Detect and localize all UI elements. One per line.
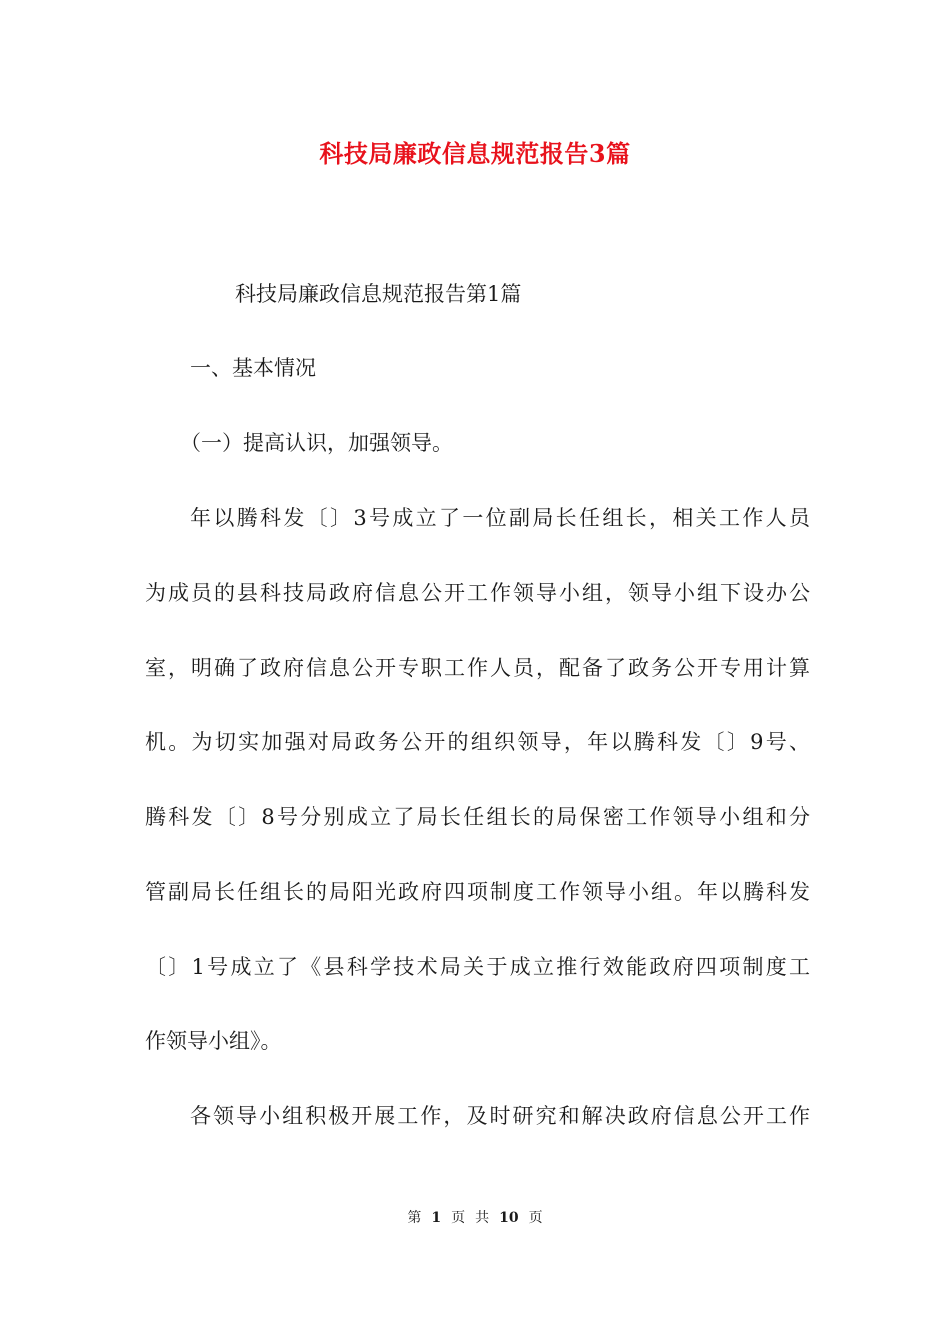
paragraph-line: 腾科发〔〕8号分别成立了局长任组长的局保密工作领导小组和分	[145, 805, 810, 829]
paragraph-line: 年以腾科发〔〕3号成立了一位副局长任组长，相关工作人员	[190, 506, 810, 530]
footer-prefix: 第	[407, 1210, 422, 1226]
section-heading: 科技局廉政信息规范报告第1篇	[235, 282, 522, 306]
paragraph-line: 管副局长任组长的局阳光政府四项制度工作领导小组。年以腾科发	[145, 880, 810, 904]
sub-subsection-heading: （一）提高认识，加强领导。	[180, 431, 453, 455]
subsection-heading: 一、基本情况	[190, 356, 316, 380]
paragraph-line: 机。为切实加强对局政务公开的组织领导，年以腾科发〔〕9号、	[145, 730, 810, 754]
paragraph-line: 室，明确了政府信息公开专职工作人员，配备了政务公开专用计算	[145, 656, 810, 680]
footer-total-prefix: 共	[475, 1210, 490, 1226]
paragraph-line: 为成员的县科技局政府信息公开工作领导小组，领导小组下设办公	[145, 581, 810, 605]
paragraph-line: 作领导小组》。	[145, 1029, 282, 1053]
page-footer	[0, 1208, 950, 1228]
footer-page-unit: 页	[451, 1210, 466, 1226]
footer-page-number: 1	[431, 1210, 442, 1226]
footer-total-pages: 10	[499, 1210, 519, 1226]
footer-total-unit: 页	[528, 1210, 543, 1226]
document-title: 科技局廉政信息规范报告3篇	[319, 139, 631, 168]
paragraph-line: 〔〕1号成立了《县科学技术局关于成立推行效能政府四项制度工	[145, 955, 810, 979]
paragraph-line: 各领导小组积极开展工作，及时研究和解决政府信息公开工作	[190, 1104, 810, 1128]
